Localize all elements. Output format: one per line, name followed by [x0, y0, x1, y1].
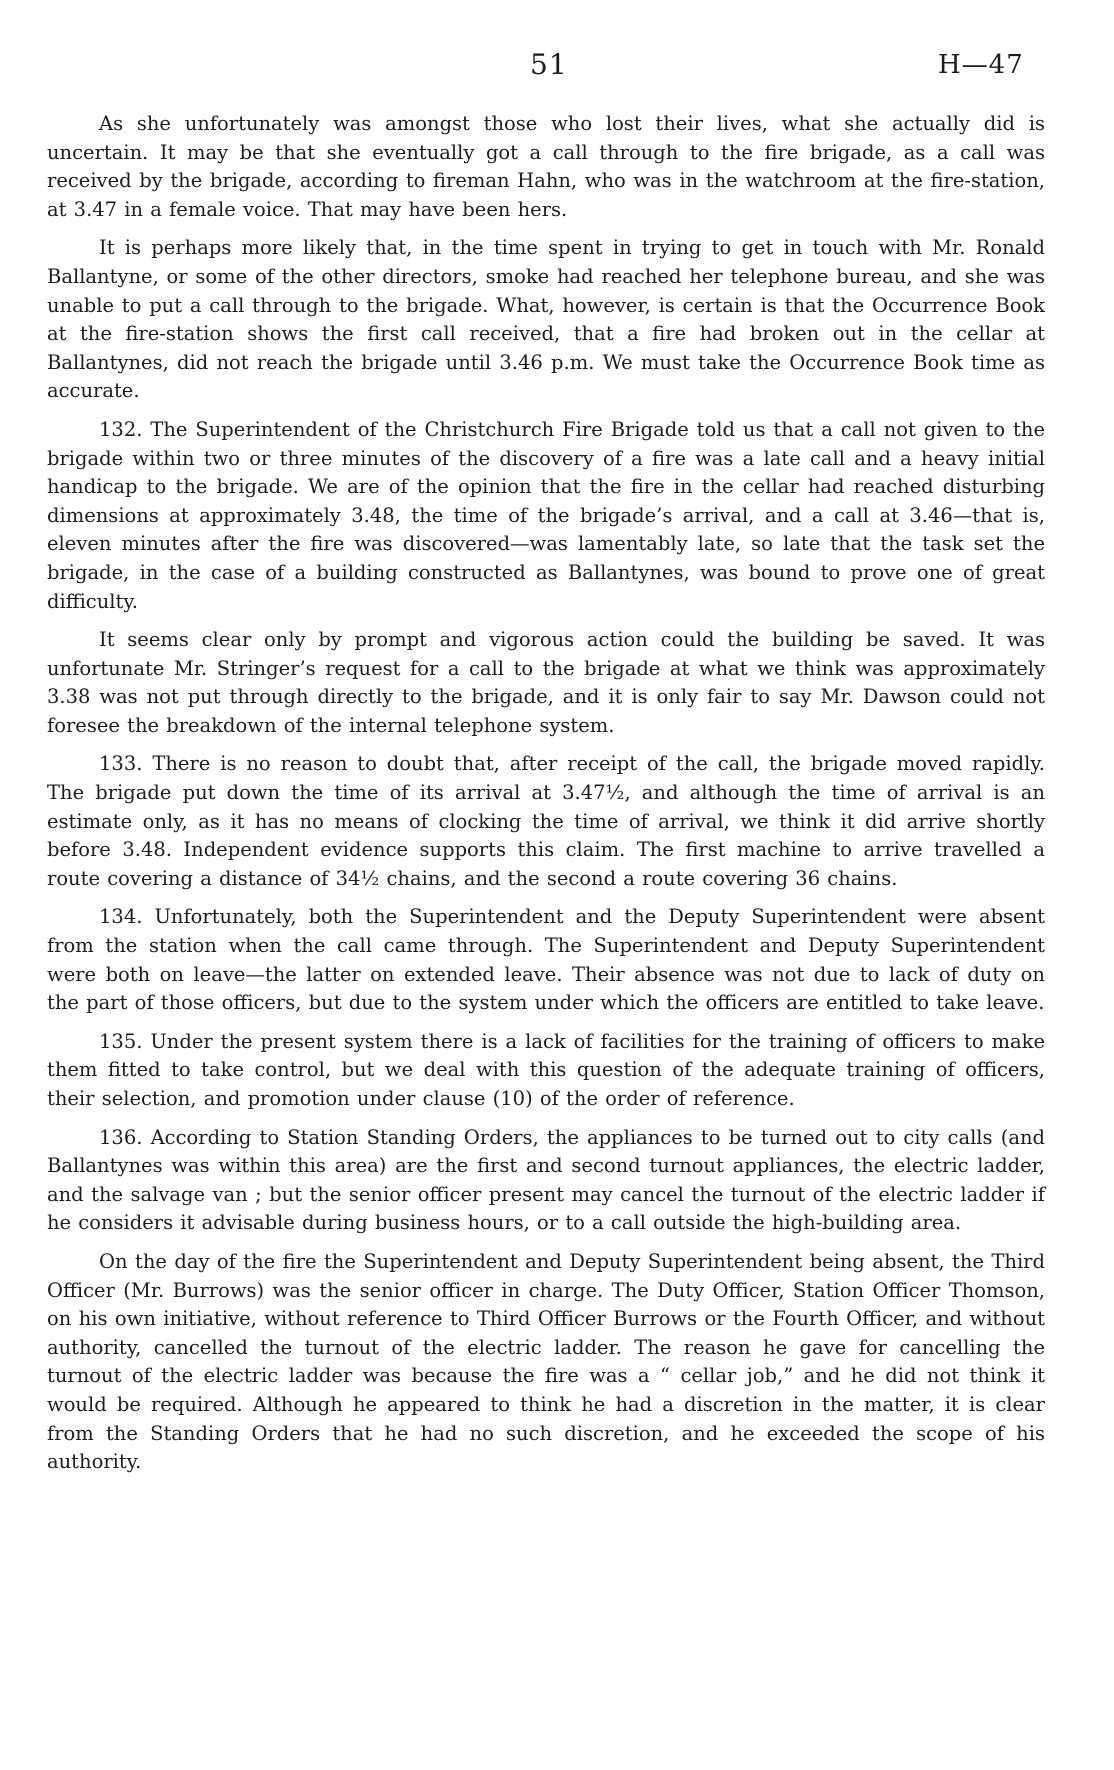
page-header [0, 48, 1114, 88]
paragraph-132: 132. The Superintendent of the Christchurch Fire Brigade told us that a call not given to the brigade within two or three minutes of the discovery of a fire was a late call and a heavy initial handicap to the brigade. We are of the opinion that the fire in the cellar had reached disturbing dimensions at approximately 3.48, the time of the brigade’s arrival, and a call at 3.46—that is, eleven minutes after the fire was discovered—was lamentably late, so late that the task set the brigade, in the case of a building constructed as Ballantynes, was bound to prove one of great difficulty. [47, 417, 1045, 613]
paragraph-131-continued-b: It is perhaps more likely that, in the time spent in trying to get in touch with Mr. Ronald Ballantyne, or some of the other directors, smoke had reached her telephone bureau, and she was unable to put a call through to the brigade. What, however, is certain is that the Occurrence Book at the fire-station shows the first call received, that a fire had broken out in the cellar at Ballantynes, did not reach the brigade until 3.46 p.m. We must take the Occurrence Book time as accurate. [47, 236, 1045, 403]
paper-code: H—47 [938, 50, 1024, 80]
paragraph-135: 135. Under the present system there is a lack of facilities for the training of officers to make them fitted to take control, but we deal with this question of the adequate training of officers, their selection, and promotion under clause (10) of the order of reference. [47, 1029, 1045, 1110]
body-text [47, 110, 1045, 1487]
paragraph-131-continued-a: As she unfortunately was amongst those who lost their lives, what she actually did is uncertain. It may be that she eventually got a call through to the fire brigade, as a call was received by the brigade, according to fireman Hahn, who was in the watchroom at the fire-station, at 3.47 in a female voice. That may have been hers. [47, 112, 1045, 221]
paragraph-134: 134. Unfortunately, both the Superintendent and the Deputy Superintendent were absent from the station when the call came through. The Superintendent and Deputy Superintendent were both on leave—the latter on extended leave. Their absence was not due to lack of duty on the part of those officers, but due to the system under which the officers are entitled to take leave. [47, 905, 1045, 1015]
page-number: 51 [530, 48, 568, 81]
paragraph-133: 133. There is no reason to doubt that, after receipt of the call, the brigade moved rapidly. The brigade put down the time of its arrival at 3.47½, and although the time of arrival is an estimate only, as it has no means of clocking the time of arrival, we think it did arrive shortly before 3.48. Independent evidence supports this claim. The first machine to arrive travelled a route covering a distance of 34½ chains, and the second a route covering 36 chains. [47, 752, 1045, 890]
paragraph-136: 136. According to Station Standing Orders, the appliances to be turned out to city calls (and Ballantynes was within this area) are the first and second turnout appliances, the electric ladder, and the salvage van ; but the senior officer present may cancel the turnout of the electric ladder if he considers it advisable during business hours, or to a call outside the high-building area. [47, 1125, 1045, 1235]
paragraph-132-continued: It seems clear only by prompt and vigorous action could the building be saved. It was unfortunate Mr. Stringer’s request for a call to the brigade at what we think was approximately 3.38 was not put through directly to the brigade, and it is only fair to say Mr. Dawson could not foresee the breakdown of the internal telephone system. [47, 628, 1045, 737]
paragraph-136-continued: On the day of the fire the Superintendent and Deputy Superintendent being absent, the Third Officer (Mr. Burrows) was the senior officer in charge. The Duty Officer, Station Officer Thomson, on his own initiative, without reference to Third Officer Burrows or the Fourth Officer, and without authority, cancelled the turnout of the electric ladder. The reason he gave for cancelling the turnout of the electric ladder was because the fire was a “ cellar job,” and he did not think it would be required. Although he appeared to think he had a discretion in the matter, it is clear from the Standing Orders that he had no such discretion, and he exceeded the scope of his authority. [47, 1249, 1045, 1474]
